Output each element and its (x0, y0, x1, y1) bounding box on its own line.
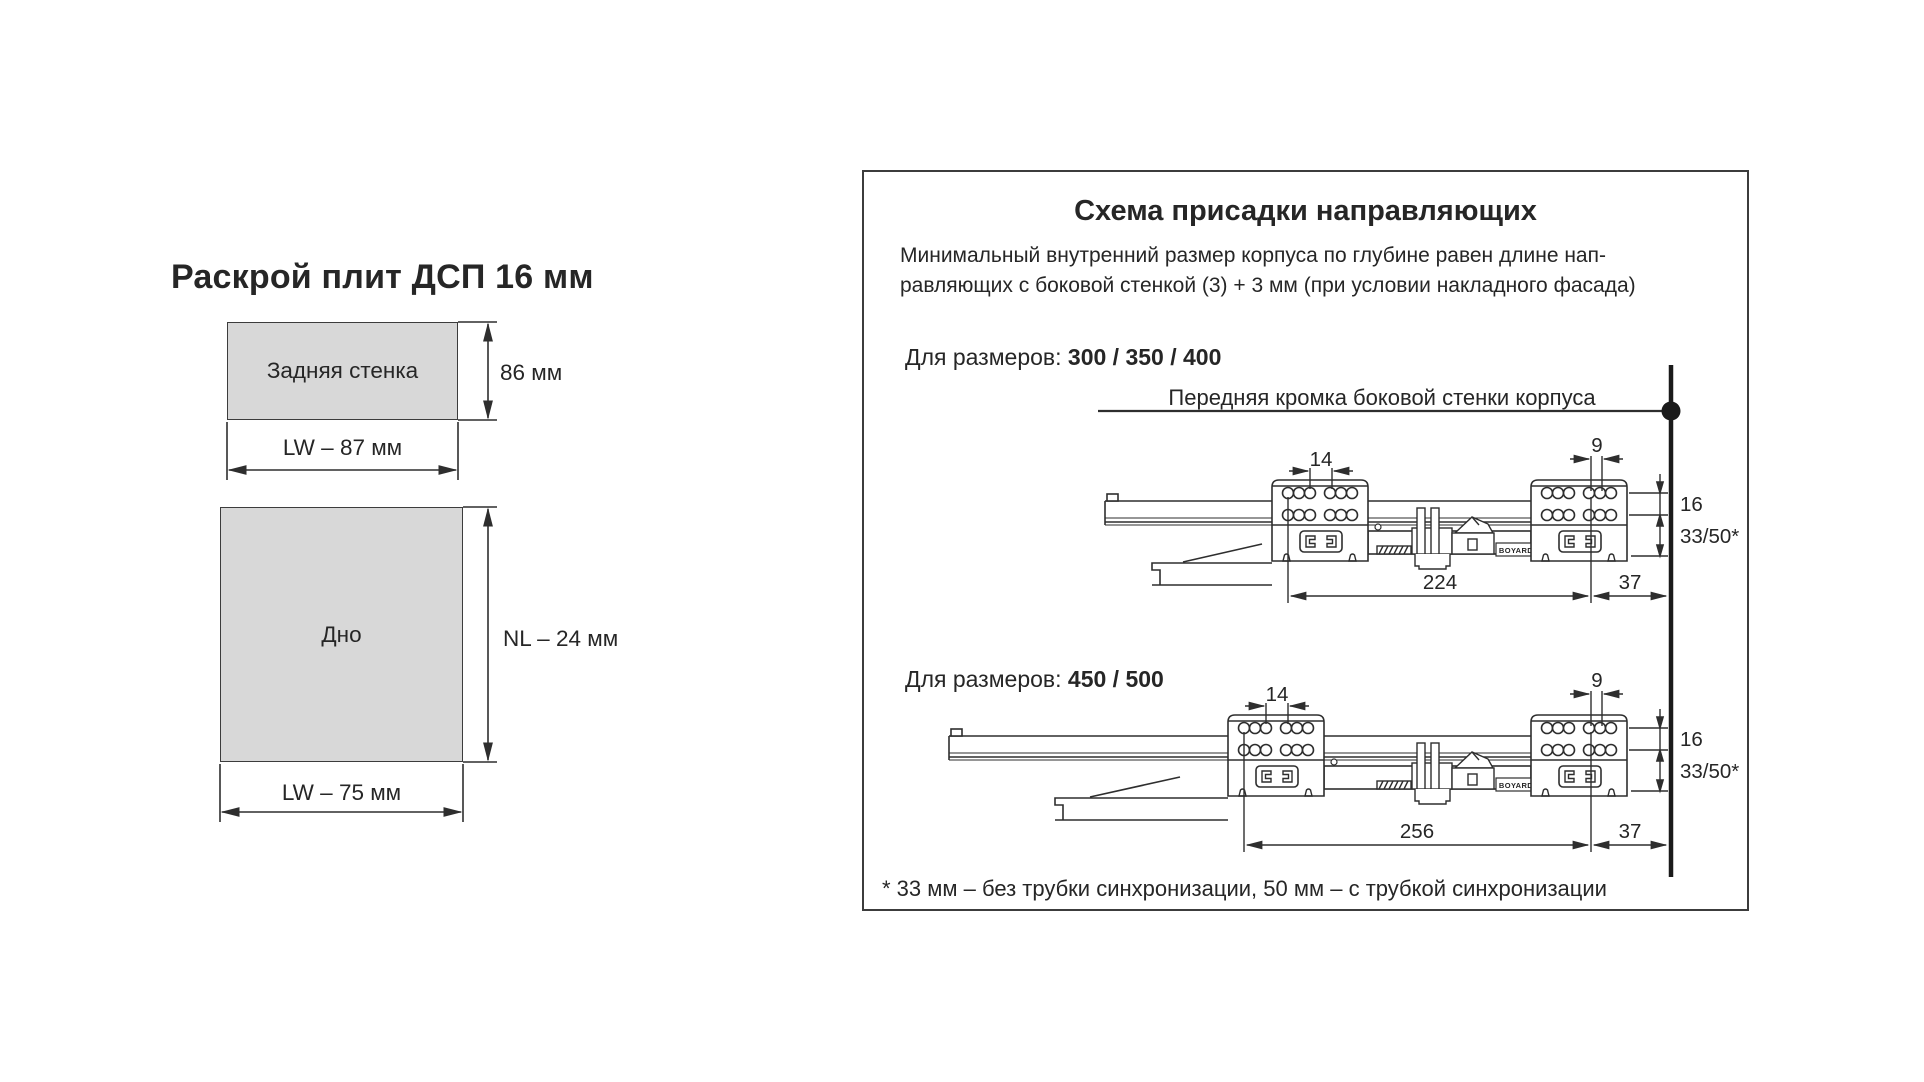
sizes-heading-450-500 (905, 666, 1164, 693)
sizes-prefix: Для размеров: (905, 344, 1068, 370)
back-wall-label: Задняя стенка (266, 358, 419, 383)
bottom-label: Дно (321, 621, 362, 647)
dim-256-label: 256 (1399, 820, 1435, 843)
scheme-description-line2: равляющих с боковой стенкой (3) + 3 мм (при условии накладного фасада) (900, 274, 1636, 297)
bottom-plate (220, 507, 463, 762)
back-wall-plate (227, 322, 458, 420)
dim-33-50-label: 33/50* (1680, 760, 1740, 783)
dim-37-label: 37 (1618, 571, 1642, 594)
cutting-title: Раскрой плит ДСП 16 мм (171, 258, 594, 296)
sizes-heading-300-400 (905, 344, 1221, 371)
dim-224-label: 224 (1422, 571, 1458, 594)
scheme-title: Схема присадки направляющих (1074, 195, 1537, 227)
bottom-width-dim: LW – 75 мм (281, 780, 402, 805)
bottom-height-dim: NL – 24 мм (503, 626, 619, 651)
scheme-description-line1: Минимальный внутренний размер корпуса по глубине равен длине нап- (900, 244, 1606, 267)
dim-16-label: 16 (1680, 493, 1703, 516)
back-wall-width-dim: LW – 87 мм (282, 435, 403, 460)
sizes-values: 450 / 500 (1067, 666, 1164, 692)
dim-14-label: 14 (1265, 683, 1289, 706)
dim-37-label: 37 (1618, 820, 1642, 843)
front-edge-label: Передняя кромка боковой стенки корпуса (1168, 385, 1596, 410)
sizes-prefix: Для размеров: (905, 666, 1068, 692)
dim-9-label: 9 (1591, 669, 1603, 692)
dim-14-label: 14 (1309, 448, 1333, 471)
dim-16-label: 16 (1680, 728, 1703, 751)
dim-33-50-label: 33/50* (1680, 525, 1740, 548)
back-wall-height-dim: 86 мм (500, 360, 563, 385)
dim-9-label: 9 (1591, 434, 1603, 457)
footnote: * 33 мм – без трубки синхронизации, 50 мм – с трубкой синхронизации (882, 876, 1607, 901)
sizes-values: 300 / 350 / 400 (1067, 344, 1222, 370)
